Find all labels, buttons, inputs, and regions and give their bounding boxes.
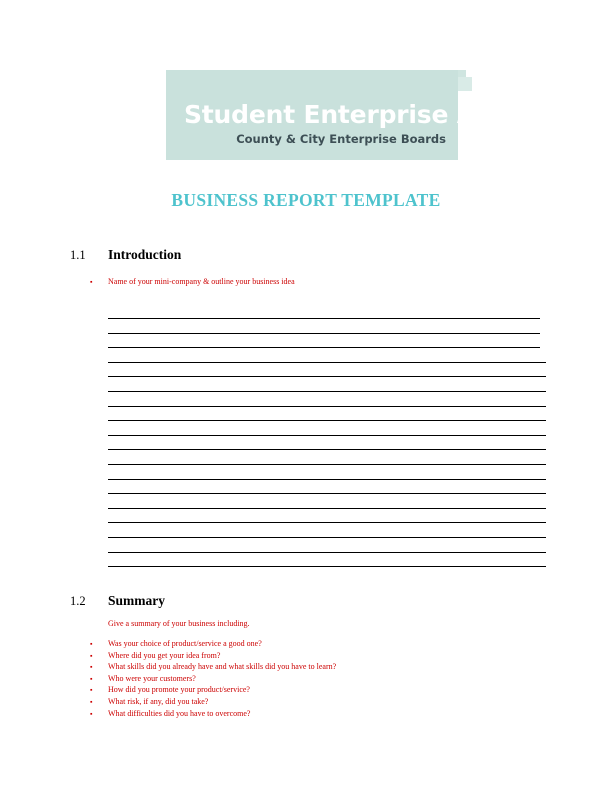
summary-question-item — [90, 697, 208, 706]
summary-question-item — [90, 674, 196, 683]
section-number-summary: 1.2 — [70, 594, 86, 608]
answer-rule-line[interactable] — [108, 347, 540, 348]
answer-rule-line[interactable] — [108, 376, 546, 377]
summary-question-item — [90, 685, 250, 694]
bullet-marker-icon: ▪ — [90, 663, 93, 672]
answer-rule-line[interactable] — [108, 318, 540, 319]
bullet-marker-icon: ▪ — [90, 698, 93, 706]
summary-question-text: What skills did you already have and what skills did you have to learn? — [108, 662, 337, 672]
answer-rule-line[interactable] — [108, 552, 546, 553]
answer-rule-line[interactable] — [108, 435, 546, 436]
bullet-marker-icon: ▪ — [90, 640, 93, 648]
summary-question-text: What risk, if any, did you take? — [108, 697, 209, 706]
logo-subtitle: County & City Enterprise Boards — [236, 132, 446, 146]
summary-question-item — [90, 662, 336, 671]
bullet-marker-icon: ▪ — [90, 709, 93, 718]
section-title-summary: Summary — [108, 593, 165, 608]
answer-rule-line[interactable] — [108, 566, 546, 567]
answer-rule-line[interactable] — [108, 522, 546, 523]
summary-question-text: Where did you get your idea from? — [108, 650, 221, 660]
summary-question-item — [90, 651, 220, 660]
logo-accent-block-lower — [458, 77, 472, 91]
summary-question-text: Who were your customers? — [108, 673, 196, 683]
organisation-logo — [166, 70, 560, 160]
summary-lead-in-text: Give a summary of your business including. — [108, 619, 250, 628]
introduction-instruction-text: Name of your mini-company & outline your business idea — [108, 277, 295, 286]
document-title: BUSINESS REPORT TEMPLATE — [171, 190, 441, 210]
answer-rule-line[interactable] — [108, 479, 546, 480]
answer-rule-line[interactable] — [108, 420, 546, 421]
summary-question-item — [90, 709, 250, 718]
bullet-marker-icon: ▪ — [90, 674, 93, 683]
answer-rule-line[interactable] — [108, 464, 546, 465]
answer-rule-line[interactable] — [108, 493, 546, 494]
answer-rule-line[interactable] — [108, 537, 546, 538]
answer-rule-line[interactable] — [108, 333, 540, 334]
bullet-marker-icon: ▪ — [90, 651, 93, 660]
summary-question-text: How did you promote your product/service? — [108, 685, 250, 695]
summary-question-text: Was your choice of product/service a good one? — [108, 639, 262, 648]
answer-rule-line[interactable] — [108, 508, 546, 509]
bullet-marker-icon: ▪ — [90, 278, 93, 286]
introduction-instruction-bullet — [90, 277, 295, 286]
section-title-introduction: Introduction — [108, 247, 182, 262]
summary-question-item — [90, 639, 262, 648]
answer-rule-line[interactable] — [108, 362, 546, 363]
answer-rule-line[interactable] — [108, 406, 546, 407]
bullet-marker-icon: ▪ — [90, 686, 93, 695]
section-number-introduction: 1.1 — [70, 248, 86, 262]
logo-plate — [166, 70, 560, 160]
answer-rule-line[interactable] — [108, 449, 546, 450]
logo-title: Student Enterprise Awards — [184, 100, 560, 129]
answer-rule-line[interactable] — [108, 391, 546, 392]
introduction-answer-lines[interactable] — [108, 318, 546, 581]
summary-question-text: What difficulties did you have to overcome? — [108, 708, 251, 718]
